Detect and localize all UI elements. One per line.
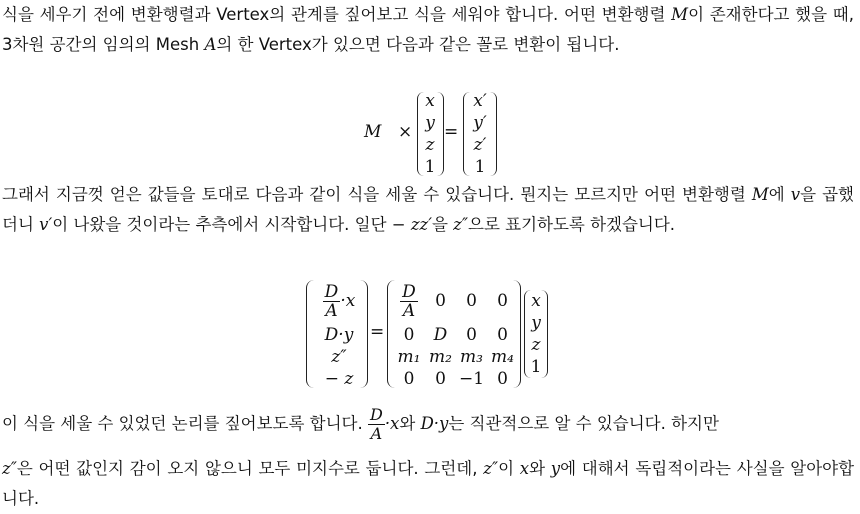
text: 의 한 Vertex가 있으면 다음과 같은 꼴로 변환이 됩니다. [216,35,620,54]
eq1-matrix-M: M [364,122,382,142]
text: 이 존재한다고 했을 때, 3차원 공간의 임의의 Mesh [2,5,854,54]
matrix-cell: m₃ [460,347,483,367]
frac-den: A [402,300,416,321]
paragraph-intro [2,0,854,60]
vec-entry: 1 [424,157,436,177]
lhs-entry-frac [312,278,366,324]
lhs-entry: z″ [331,347,347,367]
matrix-cell: 0 [466,325,477,345]
text: 와 [529,459,551,478]
matrix-cell: 0 [403,325,415,345]
math-x: ·x [340,291,356,311]
vec-entry: z′ [473,135,487,155]
vec-entry: y [425,113,435,133]
math-x: ·x [384,414,400,433]
text: 으로 표기하도록 하겠습니다. [468,215,676,234]
frac-den: A [370,424,383,443]
vec-entry: 1 [474,157,486,177]
paragraph-setup [2,180,854,240]
matrix-cell: m₁ [397,347,421,367]
vec-entry: 1 [530,357,542,377]
eq2-matrix-paren-right [513,280,521,388]
text: 이 나왔을 것이라는 추측에서 시작합니다. 일단 [52,215,392,234]
eq1-lhs-paren-right [437,92,444,176]
text: 그래서 지금껏 얻은 값들을 토대로 다음과 같이 식을 세울 수 있습니다. 뭔지는 모르지만 어떤 변환행렬 [2,185,752,204]
frac-num: D [402,281,416,302]
math-y: y [550,459,561,478]
math-A: A [204,35,217,54]
math-M: M [671,5,689,24]
matrix-row [393,368,519,390]
matrix-row [393,278,519,324]
eq2-equals: = [370,322,385,342]
text: 와 [399,414,421,433]
matrix-cell: 0 [497,369,508,389]
text: 을 [431,215,454,234]
eq1-equals: = [444,122,459,142]
matrix-row [393,346,519,368]
vec-entry: x′ [473,91,487,111]
matrix-row [393,324,519,346]
vec-entry: x [531,291,541,311]
frac-den: A [325,300,338,321]
fraction [400,283,418,320]
text: 에 [768,185,791,204]
math-Dy: D·y [420,414,449,433]
math-z-double-prime: z″ [2,459,17,478]
matrix-cell: m₂ [429,347,452,367]
eq2-vec-paren-right [541,290,548,378]
text: 은 어떤 값인지 감이 오지 않으니 모두 미지수로 둡니다. 그런데, [16,459,484,478]
eq2-lhs-vector [312,278,366,390]
math-z-double-prime: z″ [453,215,469,234]
text: 이 [498,459,520,478]
vec-entry: y′ [473,113,487,133]
matrix-cell: 0 [497,291,508,311]
text: 에 대해서 독립적이라는 사실을 알아야합니다. [2,459,855,508]
text: 을 곱했더니 [2,185,855,234]
paragraph-unknowns [2,454,854,514]
lhs-entry: D·y [324,325,354,345]
matrix-cell: 0 [435,291,446,311]
frac-num: D [369,405,383,424]
frac-num: D [324,281,339,302]
fraction [323,283,341,320]
math-v-prime: v′ [39,215,53,234]
text: 이 식을 세울 수 있었던 논리를 짚어보도록 합니다. [2,414,368,433]
eq2-lhs-paren-right [360,280,368,388]
math-neg-zz-prime: − zz′ [391,215,432,234]
matrix-cell: 0 [403,369,415,389]
text: 는 직관적으로 알 수 있습니다. 하지만 [448,414,719,433]
eq1-rhs-paren-right [490,92,497,176]
matrix-cell: −1 [458,369,485,389]
math-M: M [751,185,769,204]
matrix-cell: m₄ [491,347,514,367]
paragraph-logic [2,404,854,444]
vec-entry: x [425,91,435,111]
math-v: v [790,185,801,204]
math-x: x [519,459,530,478]
text: 식을 세우기 전에 변환행렬과 Vertex의 관계를 짚어보고 식을 세워야 합니다. 어떤 변환행렬 [2,5,672,24]
eq2-matrix [393,278,519,390]
math-z-double-prime: z″ [483,459,499,478]
vec-entry: y [531,313,541,333]
lhs-entry: − z [324,369,354,389]
matrix-cell: 0 [466,291,477,311]
matrix-cell: 0 [497,325,508,345]
matrix-cell: D [433,325,448,345]
vec-entry: z [531,335,541,355]
vec-entry: z [425,135,435,155]
eq1-times: × [398,122,413,142]
matrix-cell: 0 [435,369,446,389]
fraction-D-over-A [368,406,385,443]
